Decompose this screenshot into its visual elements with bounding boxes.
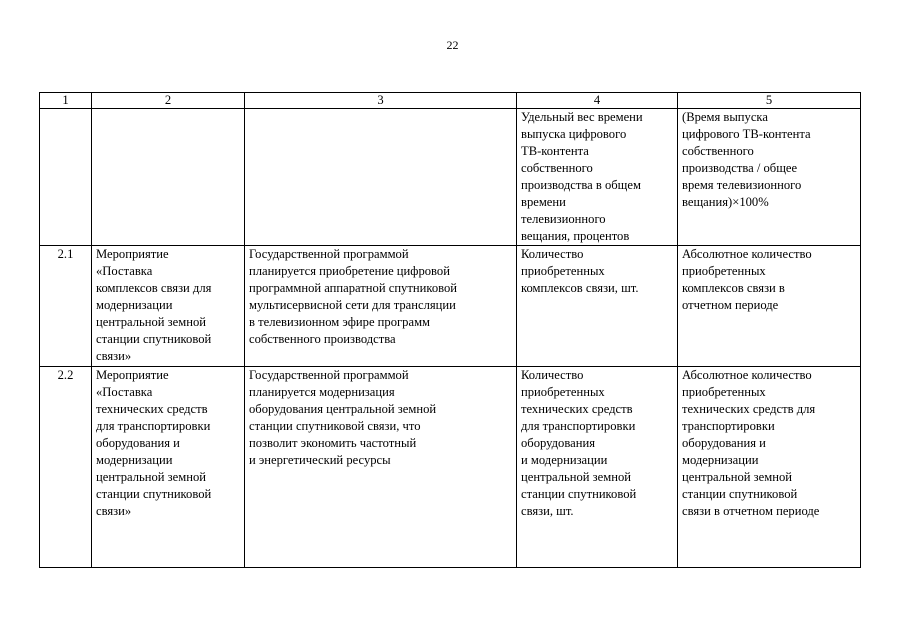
activity-cell: Мероприятие «Поставка комплексов связи для модернизации центральной земной станции спутниковой связи»: [92, 246, 245, 367]
method-cell: (Время выпуска цифрового ТВ-контента собственного производства / общее время телевизионного вещания)×100%: [678, 109, 861, 246]
activity-cell: [92, 109, 245, 246]
method-cell: Абсолютное количество приобретенных комплексов связи в отчетном периоде: [678, 246, 861, 367]
row-number-cell: 2.2: [40, 367, 92, 568]
indicator-cell: Количество приобретенных технических средств для транспортировки оборудования и модернизации центральной земной станции спутниковой связи, шт.: [517, 367, 678, 568]
column-header-2: 2: [92, 93, 245, 109]
activity-cell: Мероприятие «Поставка технических средств для транспортировки оборудования и модернизации центральной земной станции спутниковой связи»: [92, 367, 245, 568]
description-cell: Государственной программой планируется модернизация оборудования центральной земной станции спутниковой связи, что позволит экономить частотный и энергетический ресурсы: [245, 367, 517, 568]
method-cell: Абсолютное количество приобретенных технических средств для транспортировки оборудования и модернизации центральной земной станции спутниковой связи в отчетном периоде: [678, 367, 861, 568]
table-header-row: [40, 93, 861, 109]
column-header-1: 1: [40, 93, 92, 109]
row-number-cell: 2.1: [40, 246, 92, 367]
table-row: [40, 367, 861, 568]
row-number-cell: [40, 109, 92, 246]
page-number: 22: [446, 38, 459, 52]
column-header-4: 4: [517, 93, 678, 109]
column-header-3: 3: [245, 93, 517, 109]
indicator-cell: Количество приобретенных комплексов связи, шт.: [517, 246, 678, 367]
column-header-5: 5: [678, 93, 861, 109]
description-cell: Государственной программой планируется приобретение цифровой программной аппаратной спутниковой мультисервисной сети для трансляции в телевизионном эфире программ собственного производства: [245, 246, 517, 367]
table-row: [40, 246, 861, 367]
table-row: [40, 109, 861, 246]
indicator-cell: Удельный вес времени выпуска цифрового ТВ-контента собственного производства в общем времени телевизионного вещания, процентов: [517, 109, 678, 246]
indicators-table: [39, 92, 861, 568]
description-cell: [245, 109, 517, 246]
